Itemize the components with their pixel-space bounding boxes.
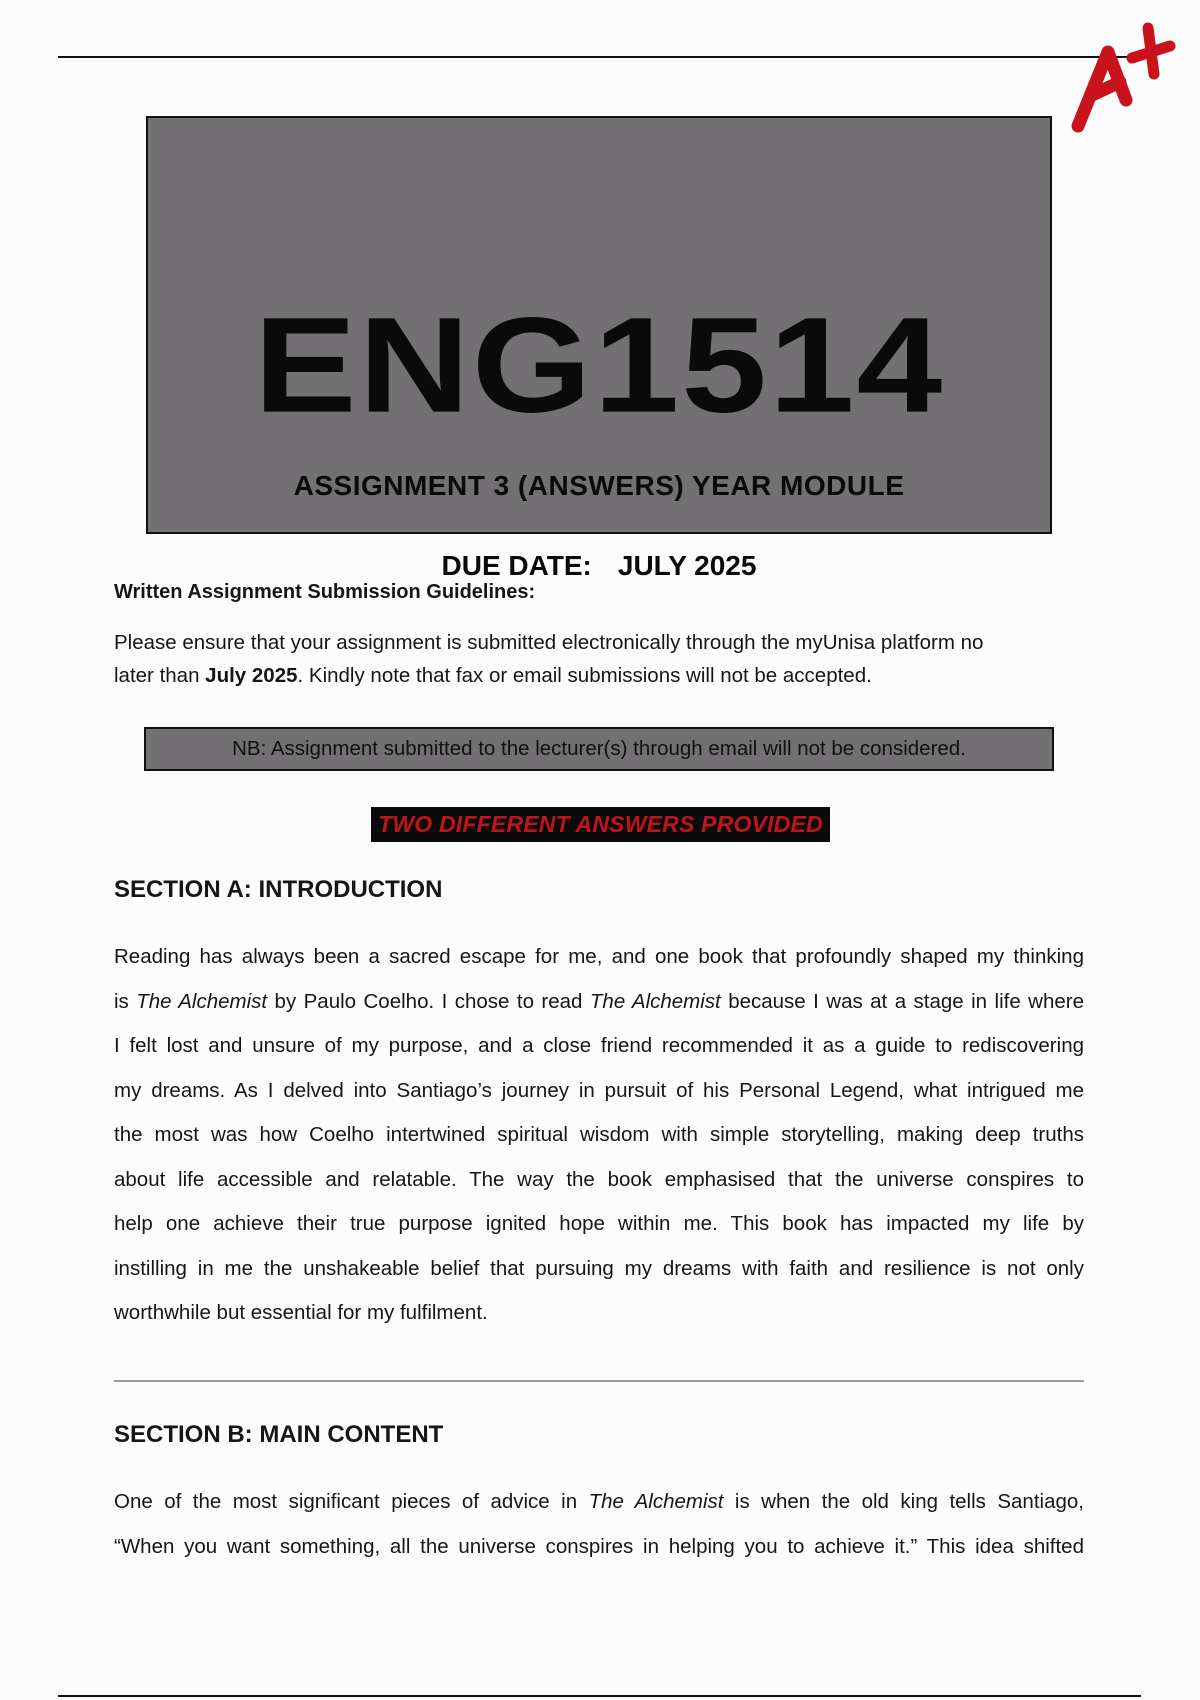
paragraph-line: help one achieve their true purpose ignited hope within me. This book has impacted my life by: [114, 1212, 1084, 1235]
paragraph-line: “When you want something, all the universe conspires in helping you to achieve it.” This idea shifted: [114, 1534, 1084, 1558]
paragraph-line: my dreams. As I delved into Santiago’s journey in pursuit of his Personal Legend, what intrigued me: [114, 1078, 1084, 1102]
bottom-rule: [58, 1695, 1141, 1697]
book-title: The Alchemist: [588, 1490, 724, 1513]
section-a-heading: SECTION A: INTRODUCTION: [114, 876, 443, 903]
guidelines-deadline: July 2025: [205, 664, 298, 687]
due-date-label: DUE DATE:: [441, 550, 592, 581]
paragraph-line: the most was how Coelho intertwined spiritual wisdom with simple storytelling, making deep truths: [114, 1123, 1084, 1146]
paragraph-line: about life accessible and relatable. The way the book emphasised that the universe conspires to: [114, 1167, 1084, 1191]
top-rule: [58, 56, 1141, 58]
grade-stamp: [1060, 22, 1190, 142]
answers-banner: TWO DIFFERENT ANSWERS PROVIDED: [371, 807, 830, 842]
guidelines-heading: Written Assignment Submission Guidelines:: [114, 581, 536, 603]
guidelines-line-2: later than July 2025. Kindly note that fax or email submissions will not be accepted.: [114, 664, 872, 687]
stamp-plus-sign: [1132, 28, 1170, 74]
paragraph-line: is The Alchemist by Paulo Coelho. I chose to read The Alchemist because I was at a stage in life where: [114, 989, 1084, 1013]
paragraph-line: instilling in me the unshakeable belief that pursuing my dreams with faith and resilience is not only: [114, 1256, 1084, 1280]
course-code: ENG1514: [253, 289, 945, 441]
guidelines-body: [114, 626, 1084, 692]
paragraph-line: Reading has always been a sacred escape for me, and one book that profoundly shaped my thinking: [114, 945, 1084, 968]
assignment-subtitle: ASSIGNMENT 3 (ANSWERS) YEAR MODULE: [293, 470, 905, 501]
book-title: The Alchemist: [589, 989, 721, 1013]
paragraph-line: I felt lost and unsure of my purpose, and a close friend recommended it as a guide to rediscovering: [114, 1034, 1084, 1057]
paragraph-line: One of the most significant pieces of advice in The Alchemist is when the old king tells Santiago,: [114, 1490, 1084, 1513]
due-date: [148, 550, 1050, 582]
title-box: [146, 116, 1052, 581]
section-b-paragraph: [114, 1480, 1084, 1569]
section-divider: [114, 1380, 1084, 1382]
section-b-heading: SECTION B: MAIN CONTENT: [114, 1421, 444, 1448]
guidelines-line-1: Please ensure that your assignment is submitted electronically through the myUnisa platform no: [114, 631, 984, 654]
book-title: The Alchemist: [136, 989, 268, 1013]
due-date-value: JULY 2025: [617, 550, 757, 581]
section-a-paragraph: [114, 935, 1084, 1336]
stamp-letter-a: [1078, 52, 1126, 126]
email-notice-box: NB: Assignment submitted to the lecturer(s) through email will not be considered.: [144, 727, 1054, 771]
paragraph-line: worthwhile but essential for my fulfilment.: [114, 1301, 488, 1324]
